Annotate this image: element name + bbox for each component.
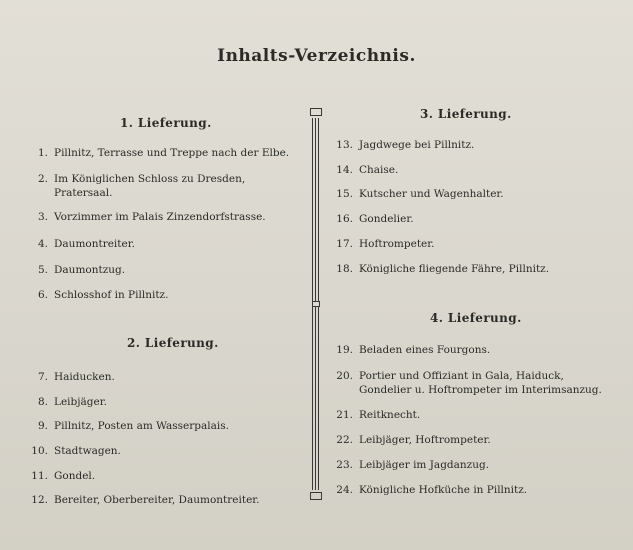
item-text: Haiducken. <box>54 371 115 383</box>
item-text: Leibjäger. <box>54 396 107 408</box>
list-item <box>335 237 434 251</box>
list-item <box>30 493 260 507</box>
list-item <box>335 433 491 447</box>
list-item <box>335 187 504 201</box>
item-text: Beladen eines Fourgons. <box>359 344 491 356</box>
list-item <box>335 262 549 276</box>
divider-ornament-top <box>310 108 322 116</box>
item-text: Leibjäger im Jagdanzug. <box>359 459 490 471</box>
section-heading-2: 2. Lieferung. <box>127 336 219 350</box>
item-number: 19. <box>336 344 353 356</box>
item-text: Chaise. <box>359 164 399 176</box>
item-text: Gondel. <box>54 470 96 482</box>
section-heading-4: 4. Lieferung. <box>430 311 522 325</box>
page-title: Inhalts-Verzeichnis. <box>217 46 416 66</box>
item-text: Hoftrompeter. <box>359 238 435 250</box>
list-item <box>335 163 398 177</box>
list-item <box>30 395 107 409</box>
item-number: 21. <box>336 409 353 421</box>
item-text: Gondelier. <box>359 213 414 225</box>
list-item <box>30 237 135 251</box>
item-text: Schlosshof in Pillnitz. <box>54 289 169 301</box>
item-text: Königliche fliegende Fähre, Pillnitz. <box>359 263 550 275</box>
list-item <box>30 263 125 277</box>
item-number: 12. <box>31 494 48 506</box>
item-number: 11. <box>31 470 48 482</box>
item-text: Leibjäger, Hoftrompeter. <box>359 434 491 446</box>
divider-ornament-bottom <box>310 492 322 500</box>
list-item <box>335 483 527 497</box>
list-item <box>30 210 266 224</box>
item-number: 22. <box>336 434 353 446</box>
section-heading-3: 3. Lieferung. <box>420 107 512 121</box>
list-item <box>335 458 489 472</box>
item-text: Kutscher und Wagenhalter. <box>359 188 504 200</box>
item-text: Stadtwagen. <box>54 445 121 457</box>
item-number: 4. <box>37 238 48 250</box>
item-text-continued: Gondelier u. Hoftrompeter im Interimsanzug. <box>359 384 602 396</box>
item-text: Vorzimmer im Palais Zinzendorfstrasse. <box>54 211 266 223</box>
item-number: 15. <box>336 188 353 200</box>
item-number: 9. <box>37 420 48 432</box>
item-text: Pillnitz, Terrasse und Treppe nach der Elbe. <box>54 147 290 159</box>
item-text: Königliche Hofküche in Pillnitz. <box>359 484 528 496</box>
item-number: 1. <box>37 147 48 159</box>
item-number: 8. <box>37 396 48 408</box>
list-item <box>30 469 95 483</box>
list-item <box>335 343 490 357</box>
list-item <box>30 419 229 433</box>
item-text-continued: Pratersaal. <box>54 187 113 199</box>
item-number: 6. <box>37 289 48 301</box>
item-text: Daumontreiter. <box>54 238 135 250</box>
item-text: Bereiter, Oberbereiter, Daumontreiter. <box>54 494 260 506</box>
item-text: Pillnitz, Posten am Wasserpalais. <box>54 420 229 432</box>
item-number: 5. <box>37 264 48 276</box>
item-number: 14. <box>336 164 353 176</box>
item-number: 10. <box>31 445 48 457</box>
ornamental-divider <box>306 108 326 500</box>
list-item <box>335 212 414 226</box>
item-number: 3. <box>37 211 48 223</box>
section-heading-1: 1. Lieferung. <box>120 116 212 130</box>
list-item <box>30 444 121 458</box>
item-number: 7. <box>37 371 48 383</box>
item-number: 18. <box>336 263 353 275</box>
list-item <box>30 172 245 200</box>
item-text: Portier und Offiziant in Gala, Haiduck, <box>359 370 564 382</box>
list-item <box>335 408 420 422</box>
item-number: 17. <box>336 238 353 250</box>
item-number: 23. <box>336 459 353 471</box>
item-number: 16. <box>336 213 353 225</box>
item-text: Reitknecht. <box>359 409 421 421</box>
item-text: Daumontzug. <box>54 264 126 276</box>
item-number: 2. <box>37 173 48 185</box>
list-item <box>30 370 115 384</box>
item-text: Jagdwege bei Pillnitz. <box>359 139 475 151</box>
item-number: 20. <box>336 370 353 382</box>
list-item <box>30 288 168 302</box>
item-number: 13. <box>336 139 353 151</box>
item-number: 24. <box>336 484 353 496</box>
item-text: Im Königlichen Schloss zu Dresden, <box>54 173 246 185</box>
list-item <box>30 146 289 160</box>
list-item <box>335 369 602 397</box>
divider-ornament-middle <box>312 301 320 307</box>
list-item <box>335 138 474 152</box>
